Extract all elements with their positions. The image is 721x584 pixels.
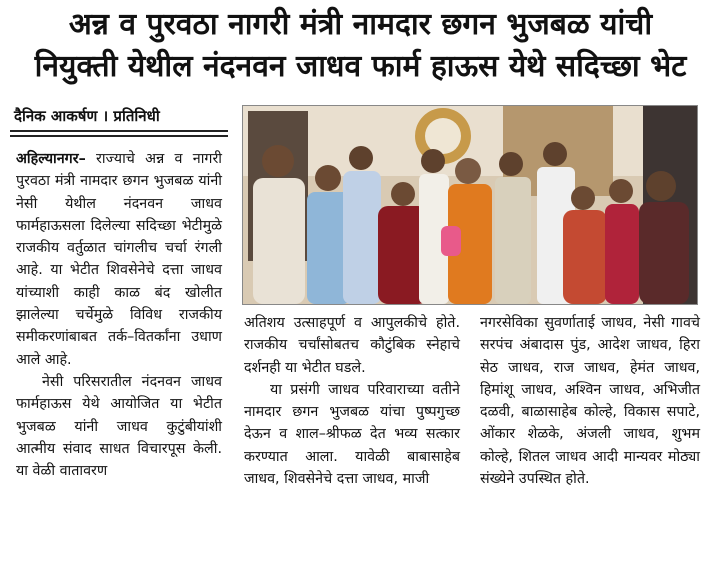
news-photo [242,105,698,305]
article-column-2 [244,312,460,490]
byline: दैनिक आकर्षण । प्रतिनिधी [14,107,160,125]
col1-paragraph-2: नेसी परिसरातील नंदनवन जाधव फार्महाऊस येथे आयोजित या भेटीत भुजबळ यांनी जाधव कुटुंबीयांशी आत्मीय संवाद साधत विचारपूस केली. या वेळी वातावरण [16,373,222,480]
col2-paragraph-1: अतिशय उत्साहपूर्ण व आपुलकीचे होते. राजकीय चर्चांसोबतच कौटुंबिक स्नेहाचे दर्शनही या भेटीत घडले. [244,315,460,376]
col2-paragraph-2: या प्रसंगी जाधव परिवाराच्या वतीने नामदार छगन भुजबळ यांचा पुष्पगुच्छ देऊन व शाल–श्रीफळ देत भव्य सत्कार करण्यात आला. यावेळी बाबासाहेब जाधव, शिवसेनेचे दत्ता जाधव, माजी [244,381,460,488]
photo-illustration [243,106,697,304]
byline-rule-bottom [10,135,228,137]
article-column-1 [16,148,222,482]
article-column-3 [480,312,700,490]
col3-paragraph-1: नगरसेविका सुवर्णाताई जाधव, नेसी गावचे सरपंच अंबादास पुंड, आदेश जाधव, हिरा सेठ जाधव, राज जाधव, हेमंत जाधव, हिमांशू जाधव, अश्विन जाधव, अभिजीत दळवी, बाळासाहेब कोल्हे, विकास सपाटे, ओंकार शेळके, अंजली जाधव, शुभम कोल्हे, शितल जाधव आदी मान्यवर मोठ्या संख्येने उपस्थित होते. [480,315,700,488]
headline [0,4,721,88]
col1-paragraph-1: राज्याचे अन्न व नागरी पुरवठा मंत्री नामदार छगन भुजबळ यांनी नेसी येथील नंदनवन जाधव फार्महाऊसला दिलेल्या सदिच्छा भेटीमुळे राजकीय वर्तुळात चांगलीच चर्चा रंगली आहे. या भेटीत शिवसेनेचे दत्ता जाधव यांच्याशी काही काळ बंद खोलीत झालेल्या चर्चेमुळे विविध राजकीय समीकरणांबाबत तर्क–वितर्कांना उधाण आले आहे. [16,151,223,368]
dateline: अहिल्यानगर– [16,151,86,167]
headline-line-2: नियुक्ती येथील नंदनवन जाधव फार्म हाऊस येथे सदिच्छा भेट [34,49,687,84]
byline-rule-top [10,130,228,132]
headline-line-1: अन्न व पुरवठा नागरी मंत्री नामदार छगन भुजबळ यांची [68,7,653,42]
